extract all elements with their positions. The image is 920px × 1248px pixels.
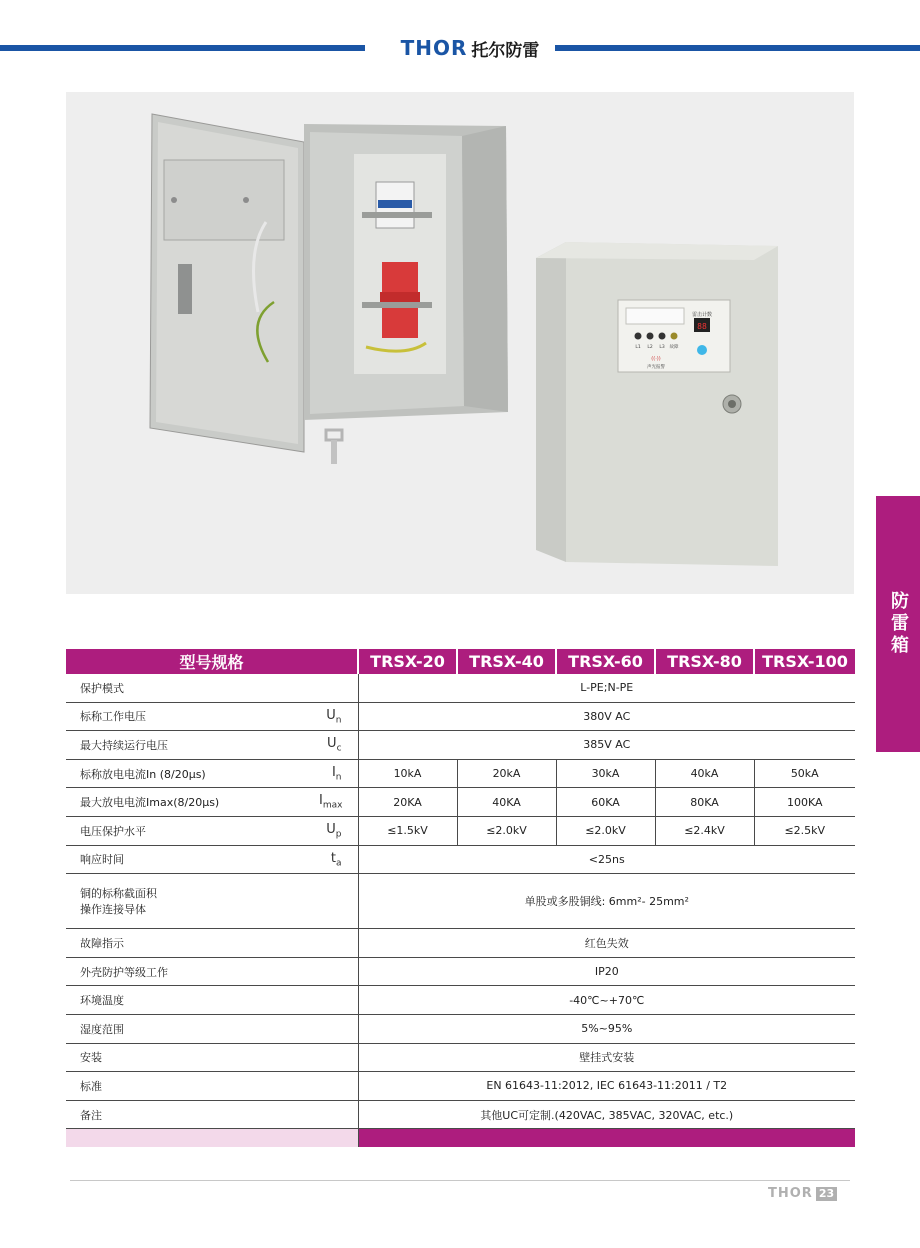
panel-led-label: 雷击计数 <box>691 312 713 318</box>
indicator-label-fault: 故障 <box>669 345 679 350</box>
symbol-letter: U <box>326 821 336 837</box>
spec-symbol <box>313 845 358 874</box>
symbol-subscript: max <box>322 800 343 811</box>
spec-label-line: 最大放电电流Imax(8/20μs) <box>80 796 220 810</box>
spec-label <box>66 957 313 986</box>
spec-value: 385V AC <box>358 731 855 760</box>
spec-row <box>66 788 855 817</box>
open-cabinet-image <box>150 114 508 464</box>
symbol-letter: U <box>327 736 337 752</box>
spec-label-line: 安装 <box>80 1051 102 1065</box>
symbol-letter: I <box>331 764 336 780</box>
footer-brand <box>768 1186 837 1201</box>
spec-symbol <box>313 929 358 958</box>
spec-symbol <box>313 759 358 788</box>
spec-value: ≤2.0kV <box>556 816 655 845</box>
spec-label-line: 外壳防护等级工作 <box>80 965 168 979</box>
spec-value: <25ns <box>358 845 855 874</box>
spec-label <box>66 731 313 760</box>
brand-logo-text: THOR <box>400 36 468 60</box>
closed-cabinet-image <box>536 242 778 566</box>
spec-value: ≤2.0kV <box>457 816 556 845</box>
header-model: TRSX-40 <box>457 649 556 674</box>
spec-label-line: 湿度范围 <box>80 1022 124 1036</box>
spec-value: 10kA <box>358 759 457 788</box>
spec-label <box>66 759 313 788</box>
spec-row <box>66 1014 855 1043</box>
footer-divider <box>70 1180 850 1181</box>
spec-symbol <box>313 674 358 702</box>
spec-value: L-PE;N-PE <box>358 674 855 702</box>
symbol-subscript: a <box>336 858 342 869</box>
spec-value: 80KA <box>655 788 754 817</box>
spec-table <box>66 649 855 1147</box>
spec-value: EN 61643-11:2012, IEC 61643-11:2011 / T2 <box>358 1072 855 1101</box>
spec-label-line: 响应时间 <box>80 853 124 867</box>
spec-value: 壁挂式安装 <box>358 1043 855 1072</box>
spec-row <box>66 929 855 958</box>
product-photo <box>66 92 854 594</box>
category-label: 防雷箱 <box>888 591 909 657</box>
spec-symbol <box>313 874 358 929</box>
svg-text:((·)): ((·)) <box>651 356 661 362</box>
spec-symbol <box>313 957 358 986</box>
header-model: TRSX-100 <box>754 649 855 674</box>
spec-row <box>66 759 855 788</box>
spec-row <box>66 674 855 702</box>
spec-symbol <box>313 788 358 817</box>
page-number: 23 <box>816 1187 837 1201</box>
header-model: TRSX-20 <box>358 649 457 674</box>
header-model: TRSX-80 <box>655 649 754 674</box>
spec-label-line: 备注 <box>80 1108 102 1122</box>
spec-label-line: 最大持续运行电压 <box>80 738 168 752</box>
spec-value: ≤2.4kV <box>655 816 754 845</box>
footer-bar-left <box>66 1129 358 1148</box>
footer-bar-right <box>358 1129 855 1148</box>
spec-label-line: 环境温度 <box>80 994 124 1008</box>
symbol-letter: t <box>330 850 336 866</box>
spec-label <box>66 845 313 874</box>
spec-value: 20kA <box>457 759 556 788</box>
spec-symbol <box>313 1043 358 1072</box>
spec-symbol <box>313 1100 358 1129</box>
spec-label-line: 保护模式 <box>80 681 124 695</box>
spec-row <box>66 845 855 874</box>
spec-table-footer-bar <box>66 1129 855 1148</box>
spec-label <box>66 674 313 702</box>
spec-row <box>66 1100 855 1129</box>
spec-label <box>66 1072 313 1101</box>
spec-value: 其他UC可定制.(420VAC, 385VAC, 320VAC, etc.) <box>358 1100 855 1129</box>
indicator-label-3: L3 <box>659 345 665 350</box>
spec-value: ≤1.5kV <box>358 816 457 845</box>
spec-value: 100KA <box>754 788 855 817</box>
panel-alarm-label: 声光报警 <box>647 365 665 370</box>
spec-label <box>66 702 313 731</box>
indicator-label-2: L2 <box>647 345 653 350</box>
spec-row <box>66 1072 855 1101</box>
spec-row <box>66 957 855 986</box>
spec-label <box>66 1014 313 1043</box>
spec-value: 30kA <box>556 759 655 788</box>
header-brand <box>385 36 555 60</box>
spec-value: 50kA <box>754 759 855 788</box>
symbol-subscript: n <box>335 715 342 726</box>
spec-table-body <box>66 674 855 1147</box>
category-side-tab <box>876 496 920 752</box>
spec-row <box>66 702 855 731</box>
spec-value: 20KA <box>358 788 457 817</box>
symbol-subscript: c <box>336 743 342 754</box>
spec-value: 40kA <box>655 759 754 788</box>
spec-value: IP20 <box>358 957 855 986</box>
spec-symbol <box>313 1072 358 1101</box>
spec-label <box>66 929 313 958</box>
spec-label <box>66 1043 313 1072</box>
symbol-subscript: n <box>335 772 342 783</box>
spec-symbol <box>313 702 358 731</box>
spec-label-line: 标准 <box>80 1079 102 1093</box>
indicator-label-1: L1 <box>635 345 641 350</box>
spec-value: 380V AC <box>358 702 855 731</box>
symbol-letter: I <box>319 793 323 809</box>
spec-value: 40KA <box>457 788 556 817</box>
spec-row <box>66 874 855 929</box>
spec-label <box>66 986 313 1015</box>
spec-label-line: 操作连接导体 <box>80 903 146 917</box>
spec-row <box>66 731 855 760</box>
header-model-spec: 型号规格 <box>66 649 358 674</box>
spec-label <box>66 816 313 845</box>
spec-symbol <box>313 986 358 1015</box>
spec-label <box>66 874 313 929</box>
spec-row <box>66 986 855 1015</box>
spec-symbol <box>313 1014 358 1043</box>
spec-label-line: 标称工作电压 <box>80 710 146 724</box>
brand-chinese-name: 托尔防雷 <box>471 40 540 61</box>
svg-text:88: 88 <box>697 322 707 331</box>
spec-table-header <box>66 649 855 674</box>
spec-value: 60KA <box>556 788 655 817</box>
spec-value: 单股或多股铜线: 6mm²- 25mm² <box>358 874 855 929</box>
spec-row <box>66 816 855 845</box>
spec-value: 5%~95% <box>358 1014 855 1043</box>
spec-symbol <box>313 731 358 760</box>
spec-value: 红色失效 <box>358 929 855 958</box>
header-line-right <box>555 45 920 51</box>
symbol-subscript: p <box>335 829 342 840</box>
spec-symbol <box>313 816 358 845</box>
spec-label <box>66 788 313 817</box>
header-model: TRSX-60 <box>556 649 655 674</box>
spec-label <box>66 1100 313 1129</box>
spec-label-line: 标称放电电流In (8/20μs) <box>80 767 206 781</box>
spec-label-line: 铜的标称截面积 <box>80 887 157 901</box>
product-illustration <box>66 92 854 594</box>
spec-value: -40℃~+70℃ <box>358 986 855 1015</box>
spec-label-line: 电压保护水平 <box>80 824 146 838</box>
spec-row <box>66 1043 855 1072</box>
header-line-left <box>0 45 365 51</box>
footer-logo-text: THOR <box>768 1186 813 1201</box>
symbol-letter: U <box>326 707 336 723</box>
spec-value: ≤2.5kV <box>754 816 855 845</box>
spec-label-line: 故障指示 <box>80 936 124 950</box>
